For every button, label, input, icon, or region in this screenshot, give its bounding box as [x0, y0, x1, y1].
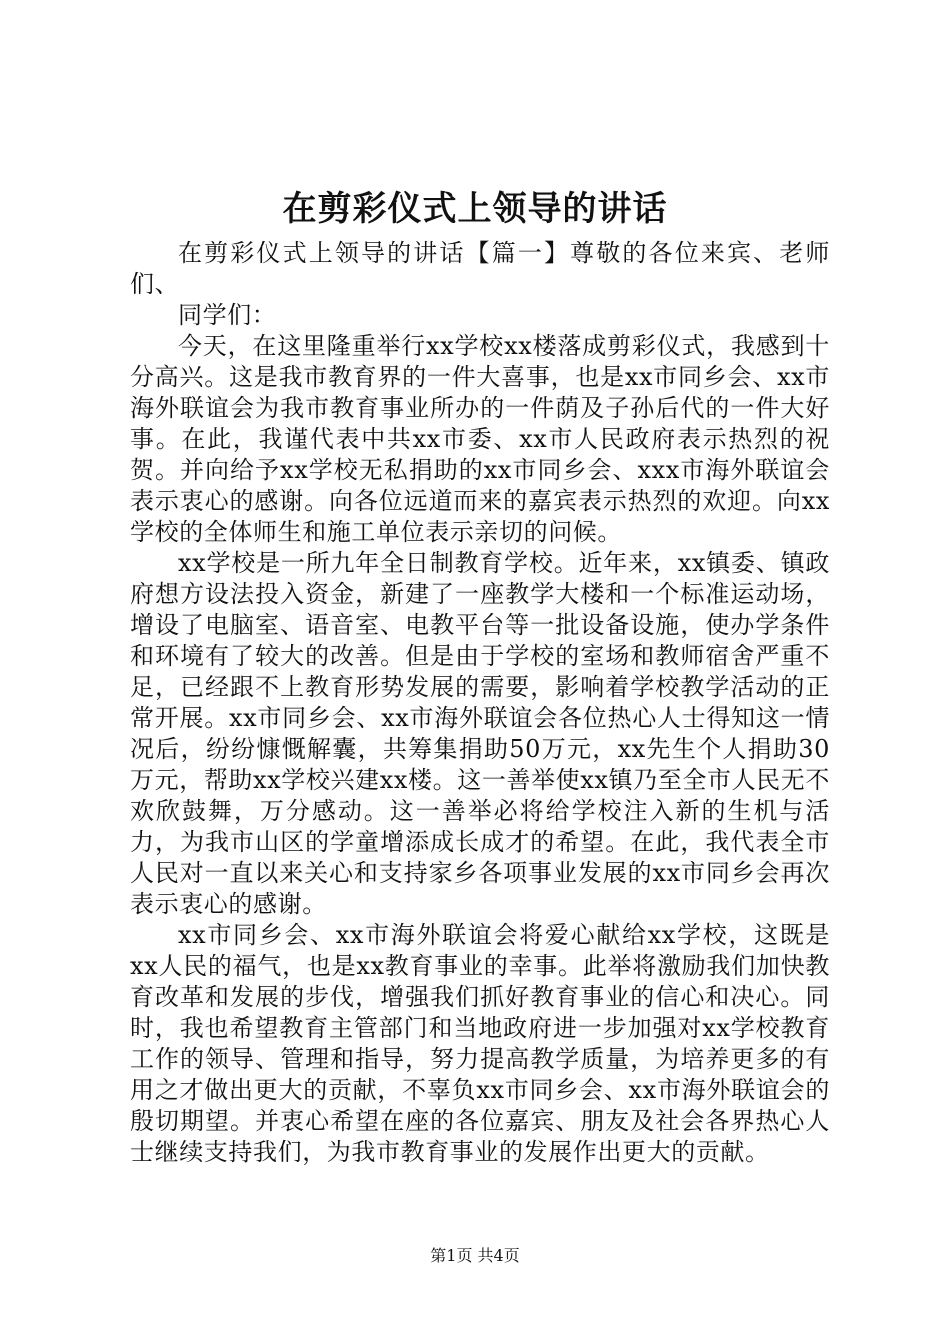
page-number: 第1页 共4页 — [430, 1246, 520, 1265]
paragraph-closing: xx市同乡会、xx市海外联谊会将爱心献给xx学校，这既是xx人民的福气，也是xx教育事业的幸事。此举将激励我们加快教育改革和发展的步伐，增强我们抓好教育事业的信心和决心。同时，我也希望教育主管部门和当地政府进一步加强对xx学校教育工作的领导、管理和指导，努力提高教学质量，为培养更多的有用之才做出更大的贡献，不辜负xx市同乡会、xx市海外联谊会的殷切期望。并衷心希望在座的各位嘉宾、朋友及社会各界热心人士继续支持我们，为我市教育事业的发展作出更大的贡献。 — [130, 921, 830, 1166]
paragraph-salutation: 在剪彩仪式上领导的讲话【篇一】尊敬的各位来宾、老师们、 — [130, 239, 830, 298]
paragraph-opening: 今天，在这里隆重举行xx学校xx楼落成剪彩仪式，我感到十分高兴。这是我市教育界的一件大喜事，也是xx市同乡会、xx市海外联谊会为我市教育事业所办的一件荫及子孙后代的一件大好事。在此，我谨代表中共xx市委、xx市人民政府表示热烈的祝贺。并向给予xx学校无私捐助的xx市同乡会、xxx市海外联谊会表示衷心的感谢。向各位远道而来的嘉宾表示热烈的欢迎。向xx学校的全体师生和施工单位表示亲切的问候。 — [130, 332, 830, 546]
document-title: 在剪彩仪式上领导的讲话 — [282, 189, 668, 229]
document-body — [130, 238, 830, 1168]
paragraph-salutation-cont: 同学们： — [178, 301, 277, 329]
paragraph-school-background: xx学校是一所九年全日制教育学校。近年来，xx镇委、镇政府想方设法投入资金，新建了一座教学大楼和一个标准运动场，增设了电脑室、语音室、电教平台等一批设备设施，使办学条件和环境有了较大的改善。但是由于学校的室场和教师宿舍严重不足，已经跟不上教育形势发展的需要，影响着学校教学活动的正常开展。xx市同乡会、xx市海外联谊会各位热心人士得知这一情况后，纷纷慷慨解囊，共筹集捐助50万元，xx先生个人捐助30万元，帮助xx学校兴建xx楼。这一善举使xx镇乃至全市人民无不欢欣鼓舞，万分感动。这一善举必将给学校注入新的生机与活力，为我市山区的学童增添成长成才的希望。在此，我代表全市人民对一直以来关心和支持家乡各项事业发展的xx市同乡会再次表示衷心的感谢。 — [130, 549, 830, 918]
